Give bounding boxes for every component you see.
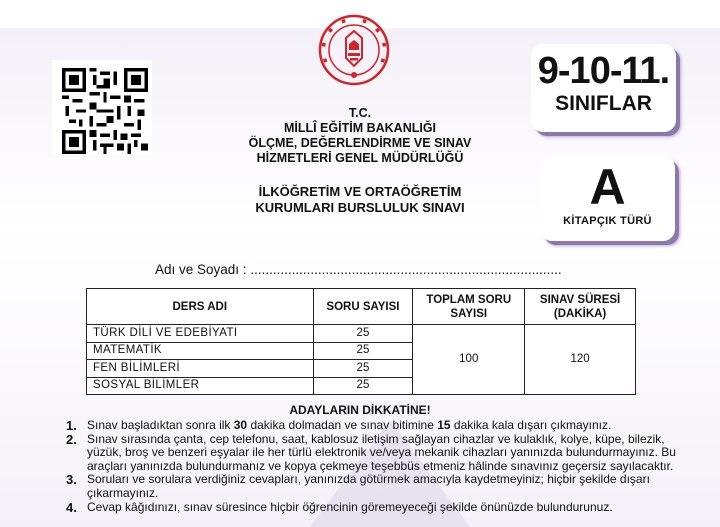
rule-text: Soruları ve sorulara verdiğiniz cevapları, yanınızda götürmek amacıyla kaydetmeyiniz; hiçbir şekilde dışarı çıkarmayınız. [87, 472, 650, 500]
booklet-type-letter: A [589, 159, 626, 215]
ministry-emblem [318, 14, 390, 86]
rule-number: 4. [66, 499, 77, 515]
booklet-type-box [540, 156, 675, 241]
emblem-seal-icon [318, 14, 390, 86]
rule-number: 3. [66, 472, 77, 488]
rule-text-part: dakika dolmadan ve sınav bitimine [247, 418, 438, 432]
subject-name: SOSYAL BİLİMLER [87, 377, 314, 395]
name-field[interactable] [155, 262, 562, 277]
header-subject: DERS ADI [87, 289, 314, 325]
booklet-type-label: KİTAPÇIK TÜRÜ [563, 215, 652, 227]
list-item [66, 501, 686, 515]
attention-title: ADAYLARIN DİKKATİNE! [289, 403, 431, 417]
name-field-dots[interactable]: ................................................................................... [250, 262, 562, 277]
total-questions: 100 [413, 325, 525, 395]
org-line-ministry: MİLLÎ EĞİTİM BAKANLIĞI [283, 121, 437, 135]
grade-box [531, 44, 676, 132]
subject-name: MATEMATİK [87, 342, 314, 360]
list-item [66, 419, 686, 433]
rule-text [87, 419, 686, 433]
rules-list [66, 419, 686, 514]
qr-code-icon [62, 68, 148, 154]
exam-title [200, 184, 520, 215]
grade-number: 9-10-11. [537, 50, 670, 92]
name-field-label: Adı ve Soyadı : [155, 262, 247, 277]
subject-name: FEN BİLİMLERİ [87, 360, 314, 378]
organization-block [200, 106, 520, 166]
header-total: TOPLAM SORU SAYISI [413, 289, 525, 325]
org-line-department-2: HİZMETLERİ GENEL MÜDÜRLÜĞÜ [256, 151, 464, 165]
rule-number: 1. [66, 418, 77, 433]
header-duration: SINAV SÜRESİ (DAKİKA) [525, 289, 636, 325]
subject-count: 25 [313, 342, 413, 360]
subjects-table [86, 288, 636, 395]
subject-count: 25 [313, 325, 413, 343]
header-questions: SORU SAYISI [313, 289, 413, 325]
rule-text-part: Sınav başladıktan sonra ilk [87, 418, 234, 432]
grade-label: SINIFLAR [555, 92, 652, 115]
table-row [87, 325, 636, 343]
list-item [66, 473, 686, 500]
exam-title-line-1: İLKÖĞRETİM VE ORTAÖĞRETİM [258, 184, 462, 199]
subject-count: 25 [313, 377, 413, 395]
rule-number: 2. [66, 431, 77, 447]
subject-name: TÜRK DİLİ VE EDEBİYATI [87, 325, 314, 343]
table-header-row [87, 289, 636, 325]
rule-text: Cevap kâğıdınızı, sınav süresince hiçbir öğrencinin göremeyeceği şekilde önünüzde bulundurunuz. [87, 499, 613, 514]
qr-code [52, 60, 152, 155]
rule-text: Sınav sırasında çanta, cep telefonu, saat, kablosuz iletişim sağlayan cihazlar ve kulaklık, kolye, küpe, bilezik, yüzük, broş ve benzeri eşyalar ile her türlü elektronik ve/veya mekanik cihazları yanınızda bulundurmayınız. Bu araçları yanınızda bulundurmanız ve kopya çekmeye teşebbüs etmeniz hâlinde sınavınız geçersiz sayılacaktır. [87, 431, 676, 473]
rule-text-part: dakika kala dışarı çıkmayınız. [450, 418, 612, 432]
org-line-tc: T.C. [348, 106, 372, 120]
rule-bold-number: 15 [437, 418, 451, 432]
exam-title-line-2: KURUMLARI BURSLULUK SINAVI [255, 199, 465, 215]
list-item [66, 433, 686, 474]
rule-bold-number: 30 [233, 418, 248, 432]
exam-duration: 120 [525, 325, 636, 395]
subject-count: 25 [313, 360, 413, 378]
org-line-department-1: ÖLÇME, DEĞERLENDİRME VE SINAV [248, 136, 472, 150]
